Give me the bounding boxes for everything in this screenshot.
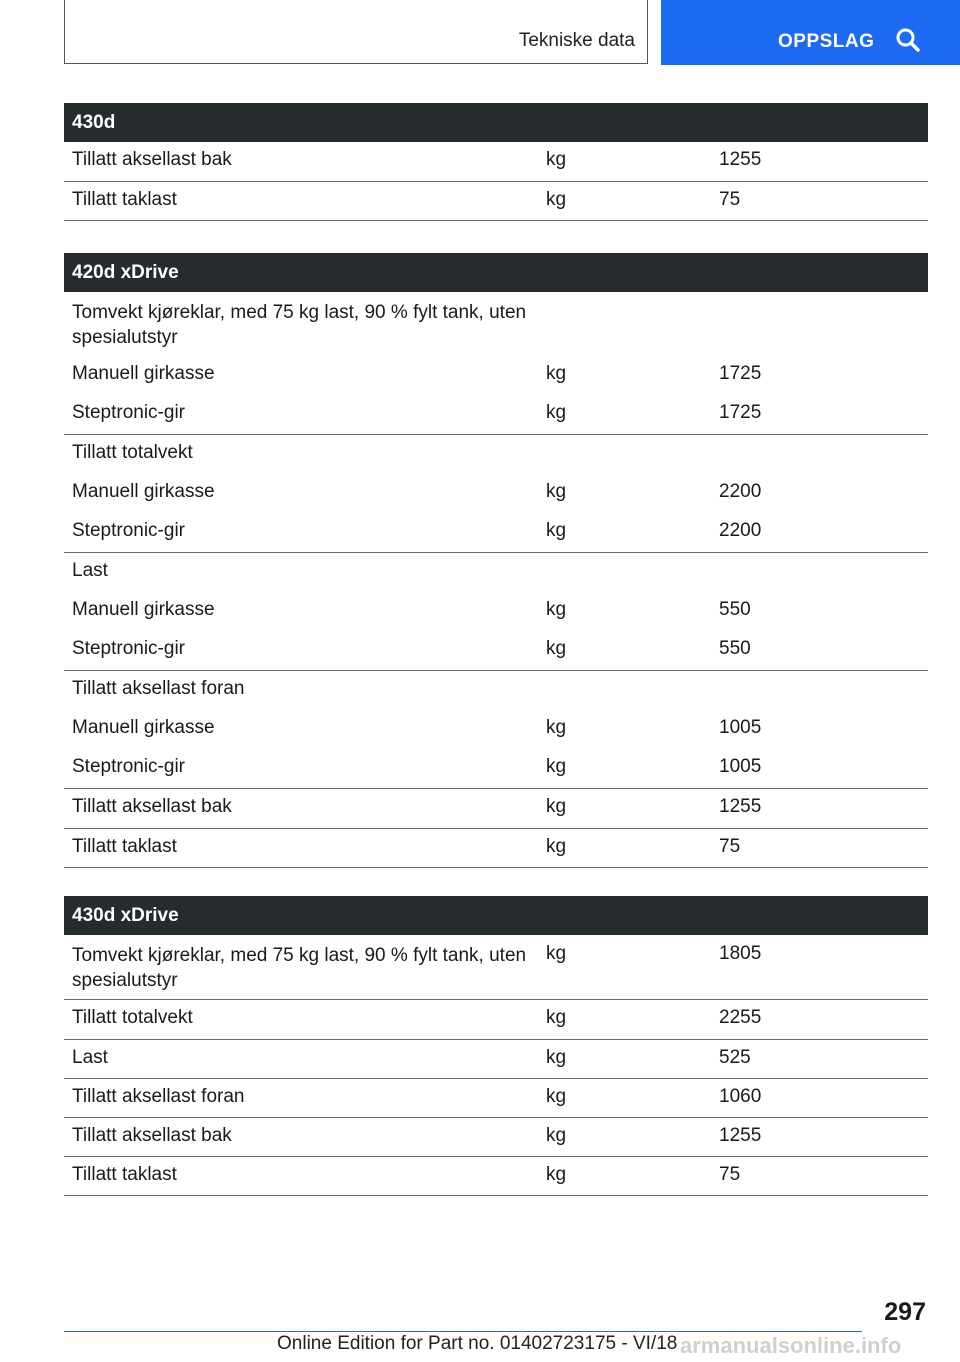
table-row: [64, 513, 928, 553]
row-label: Steptronic-gir: [72, 638, 185, 659]
row-unit: kg: [546, 836, 567, 857]
table-row: [64, 1040, 928, 1079]
row-unit: kg: [546, 481, 567, 502]
row-unit: kg: [546, 149, 567, 170]
row-value: 75: [719, 836, 741, 857]
table-row: [64, 935, 928, 1000]
table-row: [64, 553, 928, 592]
row-label: Tillatt aksellast foran: [72, 678, 245, 699]
page-number: 297: [884, 1298, 926, 1326]
row-unit: kg: [546, 638, 567, 659]
row-value: 2200: [719, 520, 762, 541]
row-unit: kg: [546, 943, 567, 964]
section-title: 430d: [64, 103, 928, 142]
row-label: Tillatt taklast: [72, 189, 177, 210]
section-430d-xdrive: [64, 896, 928, 1196]
row-label: Tillatt totalvekt: [72, 442, 193, 463]
table-row: [64, 182, 928, 221]
row-value: 1255: [719, 796, 762, 817]
section-title: 430d xDrive: [64, 896, 928, 935]
table-row: [64, 829, 928, 868]
row-label: Tillatt taklast: [72, 836, 177, 857]
row-unit: kg: [546, 756, 567, 777]
table-row: [64, 1157, 928, 1196]
watermark: armanualsonline.info: [680, 1333, 902, 1358]
row-value: 1805: [719, 943, 762, 964]
table-row: [64, 749, 928, 789]
section-430d: [64, 103, 928, 221]
row-unit: kg: [546, 599, 567, 620]
table-row: [64, 592, 928, 631]
row-value: 550: [719, 638, 751, 659]
row-value: 75: [719, 189, 741, 210]
row-value: 1005: [719, 717, 762, 738]
row-value: 1060: [719, 1086, 762, 1107]
oppslag-label: OPPSLAG: [778, 31, 875, 52]
header-title-box: [64, 0, 648, 64]
row-label: Tillatt aksellast bak: [72, 796, 232, 817]
row-label: Last: [72, 560, 108, 581]
row-label: Steptronic-gir: [72, 402, 185, 423]
table-row: [64, 671, 928, 710]
row-label: Tillatt taklast: [72, 1164, 177, 1185]
row-value: 1725: [719, 363, 762, 384]
row-label: Tillatt aksellast bak: [72, 1125, 232, 1146]
row-unit: kg: [546, 520, 567, 541]
row-unit: kg: [546, 402, 567, 423]
row-value: 75: [719, 1164, 741, 1185]
row-value: 1255: [719, 1125, 762, 1146]
row-value: 1725: [719, 402, 762, 423]
section-title: 420d xDrive: [64, 253, 928, 292]
row-unit: kg: [546, 1164, 567, 1185]
row-unit: kg: [546, 1007, 567, 1028]
table-row: [64, 1118, 928, 1157]
oppslag-button[interactable]: [661, 0, 960, 65]
table-row: [64, 631, 928, 671]
row-value: 1255: [719, 149, 762, 170]
table-row: [64, 710, 928, 749]
table-row: [64, 435, 928, 474]
row-value: 2200: [719, 481, 762, 502]
search-icon: [895, 27, 921, 53]
row-unit: kg: [546, 1047, 567, 1068]
row-unit: kg: [546, 717, 567, 738]
header-title: Tekniske data: [518, 30, 635, 51]
table-row: [64, 395, 928, 435]
row-value: 525: [719, 1047, 751, 1068]
footer-divider: [64, 1331, 862, 1332]
row-unit: kg: [546, 1125, 567, 1146]
row-unit: kg: [546, 796, 567, 817]
row-unit: kg: [546, 189, 567, 210]
row-label: Manuell girkasse: [72, 717, 215, 738]
row-value: 2255: [719, 1007, 762, 1028]
table-row: [64, 1000, 928, 1040]
table-row: [64, 142, 928, 182]
table-row: [64, 1079, 928, 1118]
row-label: Tillatt aksellast foran: [72, 1086, 245, 1107]
table-row: [64, 789, 928, 829]
table-row: [64, 292, 928, 356]
row-label: Manuell girkasse: [72, 599, 215, 620]
row-label: Manuell girkasse: [72, 481, 215, 502]
row-label: Tillatt totalvekt: [72, 1007, 193, 1028]
row-label: Steptronic-gir: [72, 756, 185, 777]
row-value: 550: [719, 599, 751, 620]
footer-edition: Online Edition for Part no. 01402723175 - VI/18: [277, 1333, 678, 1354]
table-row: [64, 356, 928, 395]
row-label: Tomvekt kjøreklar, med 75 kg last, 90 % fylt tank, uten spesialutstyr: [72, 945, 527, 991]
row-label: Last: [72, 1047, 108, 1068]
row-label: Tillatt aksellast bak: [72, 149, 232, 170]
row-label: Manuell girkasse: [72, 363, 215, 384]
row-value: 1005: [719, 756, 762, 777]
section-420d-xdrive: [64, 253, 928, 868]
row-unit: kg: [546, 363, 567, 384]
table-row: [64, 474, 928, 513]
row-label: Steptronic-gir: [72, 520, 185, 541]
row-label: Tomvekt kjøreklar, med 75 kg last, 90 % fylt tank, uten spesialutstyr: [72, 302, 527, 348]
row-unit: kg: [546, 1086, 567, 1107]
